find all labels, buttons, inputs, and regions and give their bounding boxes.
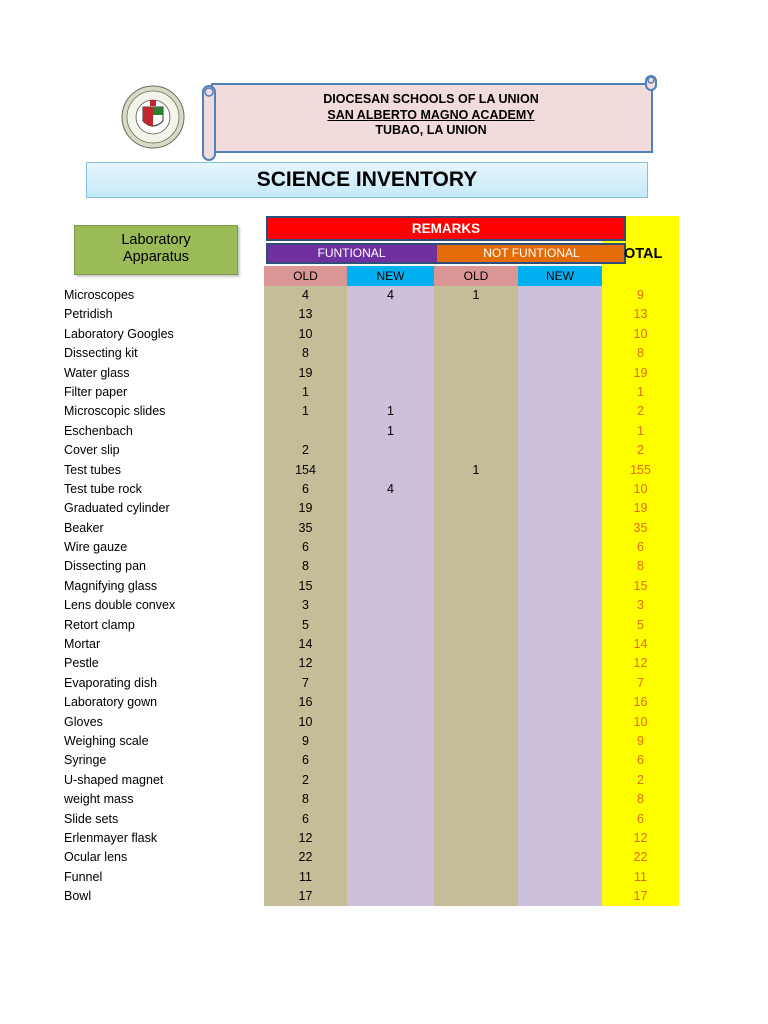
total-value: 2	[637, 443, 644, 458]
table-row	[0, 751, 768, 770]
item-name: Retort clamp	[64, 617, 135, 632]
item-name: Microscopes	[64, 288, 135, 302]
item-name: Ocular lens	[64, 850, 128, 865]
functional-old-value: 1	[302, 384, 309, 399]
functional-old-value: 2	[302, 772, 309, 787]
lab-apparatus-label	[74, 225, 238, 275]
total-value: 11	[634, 869, 647, 884]
functional-old-value: 12	[298, 656, 313, 671]
total-value: 155	[630, 462, 651, 477]
item-name: Gloves	[64, 714, 103, 729]
total-value: 1	[637, 384, 644, 399]
table-row	[0, 732, 768, 751]
status-band-frame	[266, 243, 626, 264]
total-value: 6	[637, 753, 644, 768]
functional-old-value: 19	[298, 501, 313, 516]
item-name: Graduated cylinder	[64, 501, 170, 516]
item-name: Funnel	[64, 869, 103, 884]
item-name: Test tube rock	[64, 481, 142, 496]
table-row	[0, 461, 768, 480]
total-value: 9	[637, 288, 644, 302]
header-line2: SAN ALBERTO MAGNO ACADEMY	[327, 107, 535, 122]
table-row	[0, 364, 768, 383]
item-name: Wire gauze	[64, 540, 128, 555]
page-title: SCIENCE INVENTORY	[86, 162, 648, 198]
functional-new-value: 4	[387, 288, 394, 302]
total-value: 1	[637, 423, 644, 438]
table-row	[0, 771, 768, 790]
item-name: Petridish	[64, 307, 113, 322]
table-row	[0, 674, 768, 693]
table-row	[0, 383, 768, 402]
total-value: 6	[637, 540, 644, 555]
item-name: Lens double convex	[64, 598, 176, 613]
item-name: Erlenmayer flask	[64, 830, 158, 845]
functional-old-value: 1	[302, 404, 309, 419]
total-value: 10	[633, 326, 648, 341]
table-row	[0, 654, 768, 673]
item-name: Magnifying glass	[64, 578, 158, 593]
functional-old-value: 10	[298, 326, 313, 341]
table-row	[0, 286, 768, 305]
header-line1: DIOCESAN SCHOOLS OF LA UNION	[323, 92, 539, 106]
functional-old-value: 13	[298, 307, 313, 322]
functional-old-value: 17	[298, 889, 313, 904]
functional-header: FUNTIONAL	[266, 244, 437, 263]
table-row	[0, 538, 768, 557]
table-row	[0, 422, 768, 441]
functional-old-value: 8	[302, 559, 309, 574]
total-value: 9	[637, 733, 644, 748]
total-value: 35	[633, 520, 648, 535]
header-line3: TUBAO, LA UNION	[375, 123, 487, 137]
total-value: 13	[633, 307, 648, 322]
total-value: 19	[633, 501, 648, 516]
item-name: Dissecting kit	[64, 346, 138, 361]
item-name: Beaker	[64, 520, 104, 535]
functional-old-value: 6	[302, 753, 309, 768]
table-row	[0, 519, 768, 538]
item-name: Pestle	[64, 656, 99, 671]
total-value: 14	[633, 637, 648, 652]
total-value: 8	[637, 346, 644, 361]
item-name: Syringe	[64, 753, 107, 768]
not-functional-old-value: 1	[472, 288, 480, 302]
table-row	[0, 616, 768, 635]
item-name: Slide sets	[64, 811, 119, 826]
table-row	[0, 887, 768, 906]
total-value: 8	[637, 792, 644, 807]
inventory-rows	[0, 286, 768, 907]
table-row	[0, 499, 768, 518]
school-logo-icon	[121, 85, 185, 149]
table-row	[0, 557, 768, 576]
functional-new-value: 1	[387, 404, 394, 419]
table-row	[0, 305, 768, 324]
item-name: Weighing scale	[64, 733, 149, 748]
item-name: Laboratory gown	[64, 695, 158, 710]
item-name: weight mass	[64, 792, 134, 807]
table-row	[0, 635, 768, 654]
functional-old-value: 6	[302, 481, 309, 496]
functional-old-value: 10	[298, 714, 313, 729]
functional-old-value: 9	[302, 733, 309, 748]
sub-header-old: OLD	[434, 266, 518, 286]
not-functional-old-value: 1	[472, 462, 480, 477]
functional-old-value: 15	[298, 578, 313, 593]
item-name: Laboratory Googles	[64, 326, 174, 341]
lab-label-line2: Apparatus	[122, 249, 190, 265]
table-row	[0, 577, 768, 596]
table-row	[0, 829, 768, 848]
remarks-header: REMARKS	[266, 216, 626, 241]
table-row	[0, 848, 768, 867]
functional-old-value: 6	[302, 811, 309, 826]
total-value: 15	[633, 578, 648, 593]
item-name: Cover slip	[64, 443, 120, 458]
table-row	[0, 713, 768, 732]
functional-old-value: 5	[302, 617, 309, 632]
total-value: 2	[637, 772, 644, 787]
item-name: Water glass	[64, 365, 130, 380]
total-value: 5	[637, 617, 644, 632]
sub-header-new: NEW	[518, 266, 602, 286]
table-row	[0, 790, 768, 809]
total-header: OTAL	[624, 246, 663, 262]
functional-old-value: 4	[302, 288, 309, 302]
total-value: 10	[633, 714, 648, 729]
item-name: Mortar	[64, 637, 101, 652]
total-value: 19	[633, 365, 648, 380]
functional-old-value: 2	[302, 443, 309, 458]
header-text	[216, 92, 646, 139]
item-name: U-shaped magnet	[64, 772, 164, 787]
table-row	[0, 441, 768, 460]
item-name: Filter paper	[64, 384, 128, 399]
item-name: Eschenbach	[64, 423, 133, 438]
item-name: Evaporating dish	[64, 675, 158, 690]
item-name: Bowl	[64, 889, 92, 904]
total-value: 17	[633, 889, 648, 904]
sub-header-old: OLD	[264, 266, 347, 286]
table-row	[0, 402, 768, 421]
total-value: 12	[633, 656, 648, 671]
functional-new-value: 4	[387, 481, 394, 496]
total-value: 7	[637, 675, 644, 690]
table-row	[0, 693, 768, 712]
functional-old-value: 16	[298, 695, 313, 710]
functional-old-value: 6	[302, 540, 309, 555]
lab-label-line1: Laboratory	[121, 232, 191, 248]
functional-old-value: 35	[298, 520, 313, 535]
functional-old-value: 11	[299, 869, 312, 884]
item-name: Dissecting pan	[64, 559, 146, 574]
sub-header-new: NEW	[347, 266, 434, 286]
functional-old-value: 12	[298, 830, 313, 845]
functional-old-value: 22	[298, 850, 313, 865]
functional-old-value: 8	[302, 346, 309, 361]
total-value: 16	[633, 695, 648, 710]
table-row	[0, 325, 768, 344]
functional-old-value: 14	[298, 637, 313, 652]
table-row	[0, 480, 768, 499]
total-value: 6	[637, 811, 644, 826]
total-value: 2	[637, 404, 644, 419]
table-row	[0, 596, 768, 615]
total-value: 3	[637, 598, 644, 613]
not-functional-header: NOT FUNTIONAL	[437, 244, 626, 263]
functional-old-value: 3	[302, 598, 309, 613]
functional-old-value: 8	[302, 792, 309, 807]
item-name: Microscopic slides	[64, 404, 166, 419]
total-value: 22	[633, 850, 648, 865]
total-value: 10	[633, 481, 648, 496]
functional-old-value: 19	[298, 365, 313, 380]
table-row	[0, 344, 768, 363]
total-value: 8	[637, 559, 644, 574]
functional-old-value: 7	[302, 675, 309, 690]
table-row	[0, 810, 768, 829]
functional-old-value: 154	[295, 462, 316, 477]
functional-new-value: 1	[387, 423, 394, 438]
total-value: 12	[633, 830, 648, 845]
table-row	[0, 868, 768, 887]
item-name: Test tubes	[64, 462, 121, 477]
